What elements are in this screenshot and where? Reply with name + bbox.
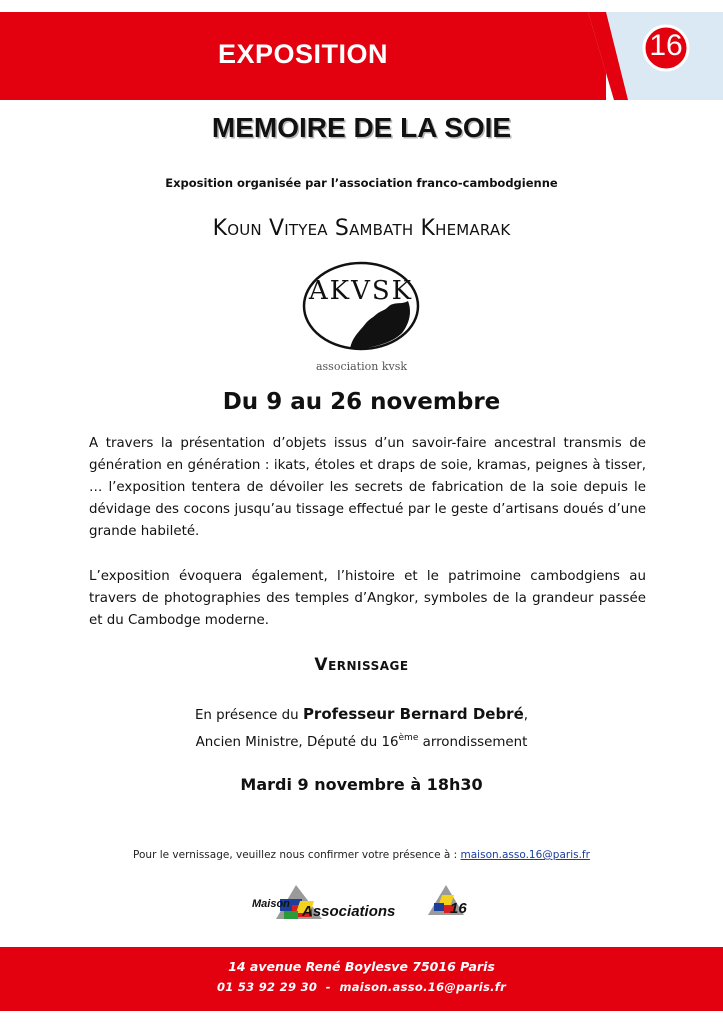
presence-line	[0, 705, 723, 723]
arrondissement-16-logo	[428, 885, 470, 919]
page-title: MEMOIRE DE LA SOIE	[211, 112, 512, 143]
opening-date: Mardi 9 novembre à 18h30	[240, 775, 483, 794]
exhibition-dates: Du 9 au 26 novembre	[222, 389, 501, 415]
rsvp-text: Pour le vernissage, veuillez nous confirmer votre présence à :	[133, 849, 461, 861]
akvsk-logo	[302, 261, 420, 351]
maison-associations-logo	[250, 883, 410, 923]
footer-address: 14 avenue René Boylesve 75016 Paris	[228, 959, 495, 974]
subtitle: Exposition organisée par l’association franco-cambodgienne	[165, 176, 558, 190]
footer-band	[0, 947, 723, 1011]
guest-name: Professeur Bernard Debré	[302, 705, 524, 723]
vernissage-title: Vernissage	[314, 655, 409, 675]
logo-caption: association kvsk	[315, 360, 408, 373]
number-badge: 16	[649, 29, 683, 62]
maison-word: Maison	[252, 898, 290, 910]
header-title: EXPOSITION	[217, 39, 389, 69]
role-sup: ème	[398, 733, 419, 743]
role-suffix: arrondissement	[418, 735, 528, 750]
description-paragraph: L’exposition évoquera également, l’histoire et le patrimoine cambodgiens au travers de photographies des temples d’Angkor, symboles de la grandeur passée et du Cambodge moderne.	[89, 569, 646, 628]
organization-name: Koun Vityea Sambath Khemarak	[212, 216, 511, 241]
presence-prefix: En présence du	[194, 708, 299, 723]
badge-16-text: 16	[450, 900, 467, 917]
rsvp-line	[0, 849, 723, 861]
logo-text: AKVSK	[308, 276, 414, 306]
role-prefix: Ancien Ministre, Député du 16	[195, 735, 399, 750]
footer-contact: 01 53 92 29 30 - maison.asso.16@paris.fr	[216, 980, 507, 994]
presence-suffix: ,	[523, 708, 529, 723]
guest-role	[0, 733, 723, 750]
description-paragraph: A travers la présentation d’objets issus d’un savoir-faire ancestral transmis de génération en génération : ikats, étoles et draps de soie, kramas, peignes à tisser, … l’exposition tentera de dévoiler les secrets de fabrication de la soie depuis le dévidage des cocons jusqu’au tissage effectué par le geste d’artisans doués d’une grande habileté.	[89, 436, 646, 539]
rsvp-email-link[interactable]: maison.asso.16@paris.fr	[460, 849, 590, 861]
associations-word: Associations	[302, 903, 396, 920]
